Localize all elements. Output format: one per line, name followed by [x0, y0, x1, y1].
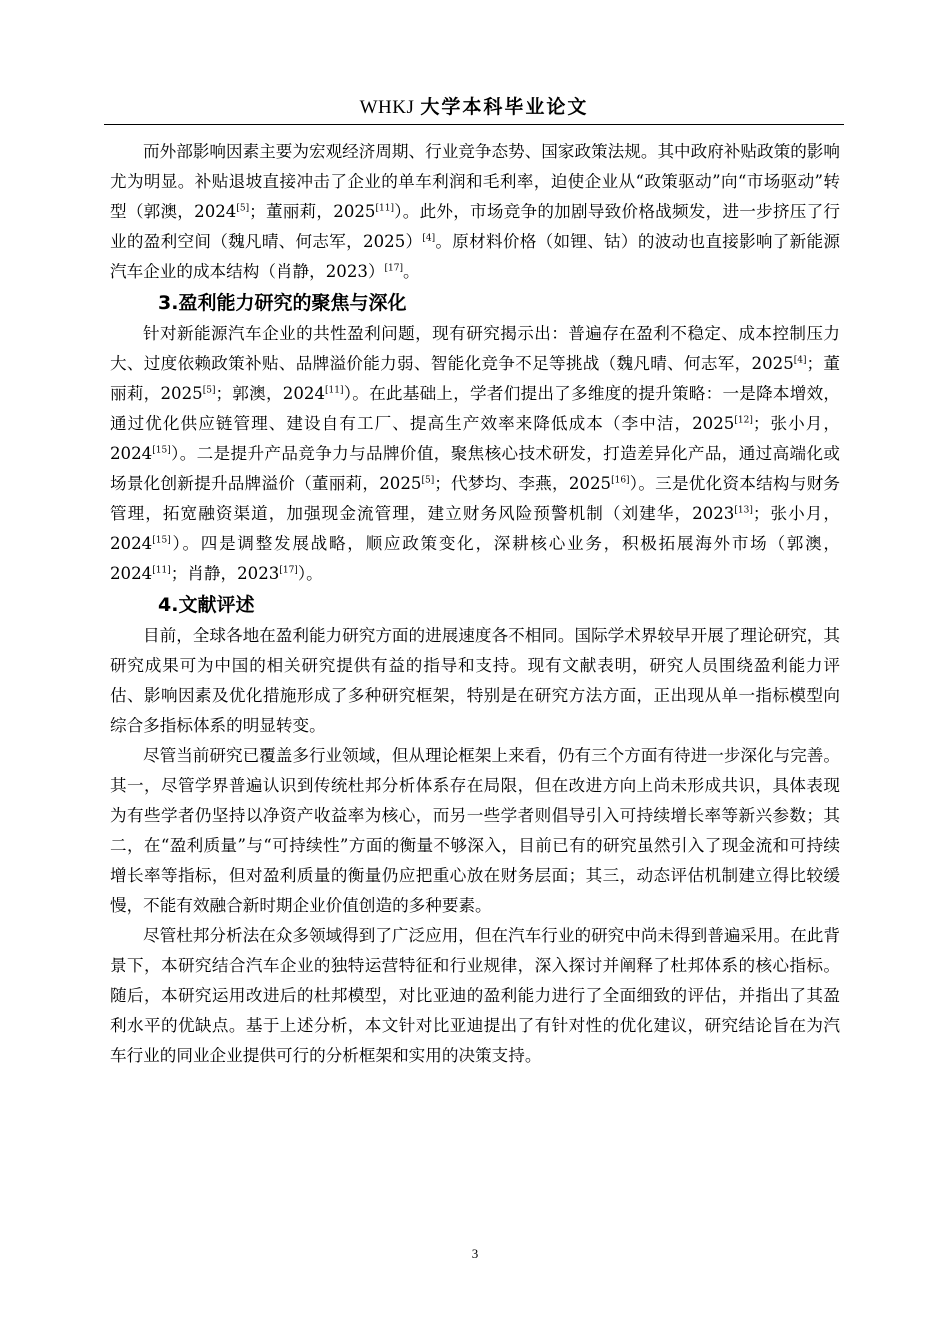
text-run: ；张小月，2024 — [110, 414, 840, 463]
page-number: 3 — [471, 1246, 479, 1261]
header-rule — [104, 124, 844, 125]
text-run: ）。三是优化资本结构与财务管理，拓宽融资渠道，加强现金流管理，建立财务风险预警机制（刘建华，2023 — [110, 474, 841, 523]
paragraph-review-3 — [110, 921, 840, 1071]
paragraph-external-factors — [110, 137, 840, 287]
text-run: ；肖静，2023 — [170, 564, 280, 583]
citation-marker: [13] — [734, 505, 753, 516]
text-run: ；董丽莉，2025 — [249, 202, 376, 221]
section-heading-3: 3.盈利能力研究的聚焦与深化 — [158, 292, 407, 314]
text-run: 目前，全球各地在盈利能力研究方面的进展速度各不相同。国际学术界较早开展了理论研究，其研究成果可为中国的相关研究提供有益的指导和支持。现有文献表明，研究人员围绕盈利能力评估、影响因素及优化措施形成了多种研究框架，特别是在研究方法方面，正出现从单一指标模型向综合多指标体系的明显转变。 — [110, 626, 840, 735]
text-run: ；董丽莉，2025 — [110, 354, 841, 403]
page-header — [104, 92, 844, 123]
text-run: ）。 — [297, 564, 323, 583]
citation-marker: [17] — [384, 263, 404, 274]
header-prefix: WHKJ — [359, 97, 415, 118]
citation-marker: [15] — [152, 445, 171, 456]
page-body — [110, 137, 840, 1071]
text-run: 针对新能源汽车企业的共性盈利问题，现有研究揭示出：普遍存在盈利不稳定、成本控制压力大、过度依赖政策补贴、品牌溢价能力弱、智能化竞争不足等挑战（魏凡晴、何志军，2025 — [110, 324, 840, 373]
text-run: ）。四是调整发展战略，顺应政策变化，深耕核心业务，积极拓展海外市场（郭澳，2024 — [110, 534, 840, 583]
text-run: 而外部影响因素主要为宏观经济周期、行业竞争态势、国家政策法规。其中政府补贴政策的影响尤为明显。补贴退坡直接冲击了企业的单车利润和毛利率，迫使企业从“政策驱动”向“市场驱动”转型（郭澳，2024 — [110, 142, 840, 221]
paragraph-review-1 — [110, 621, 840, 741]
section-heading-4: 4.文献评述 — [158, 594, 255, 616]
text-run: ）。在此基础上，学者们提出了多维度的提升策略：一是降本增效，通过优化供应链管理、建设自有工厂、提高生产效率来降低成本（李中洁，2025 — [110, 384, 841, 433]
text-run: 。原材料价格（如锂、钴）的波动也直接影响了新能源汽车企业的成本结构（肖静，2023） — [110, 232, 840, 281]
text-run: 尽管杜邦分析法在众多领域得到了广泛应用，但在汽车行业的研究中尚未得到普遍采用。在此背景下，本研究结合汽车企业的独特运营特征和行业规律，深入探讨并阐释了杜邦体系的核心指标。随后，本研究运用改进后的杜邦模型，对比亚迪的盈利能力进行了全面细致的评估，并指出了其盈利水平的优缺点。基于上述分析，本文针对比亚迪提出了有针对性的优化建议，研究结论旨在为汽车行业的同业企业提供可行的分析框架和实用的决策支持。 — [110, 926, 840, 1065]
paragraph-review-2 — [110, 741, 840, 921]
text-run: ）。此外，市场竞争的加剧导致价格战频发，进一步挤压了行业的盈利空间（魏凡晴、何志军，2025） — [110, 202, 841, 251]
citation-marker: [5] — [202, 385, 216, 396]
text-run: 。 — [403, 262, 420, 281]
citation-marker: [4] — [422, 233, 436, 244]
text-run: ；张小月，2024 — [110, 504, 840, 553]
citation-marker: [12] — [734, 415, 753, 426]
text-run: 尽管当前研究已覆盖多行业领域，但从理论框架上来看，仍有三个方面有待进一步深化与完善。其一，尽管学界普遍认识到传统杜邦分析体系存在局限，但在改进方向上尚未形成共识，具体表现为有些学者仍坚持以净资产收益率为核心，而另一些学者则倡导引入可持续增长率等新兴参数；其二，在“盈利质量”与“可持续性”方面的衡量不够深入，目前已有的研究虽然引入了现金流和可持续增长率等指标，但对盈利质量的衡量仍应把重心放在财务层面；其三，动态评估机制建立得比较缓慢，不能有效融合新时期企业价值创造的多种要素。 — [110, 746, 840, 915]
text-run: ；代梦均、李燕，2025 — [434, 474, 612, 493]
citation-marker: [11] — [325, 385, 344, 396]
text-run: ；郭澳，2024 — [215, 384, 326, 403]
citation-marker: [16] — [611, 475, 630, 486]
header-title: 大学本科毕业论文 — [420, 96, 589, 118]
citation-marker: [11] — [375, 203, 394, 214]
citation-marker: [4] — [793, 355, 807, 366]
citation-marker: [5] — [421, 475, 435, 486]
paragraph-profitability-research — [110, 319, 840, 589]
text-run: ）。二是提升产品竞争力与品牌价值，聚焦核心技术研发，打造差异化产品，通过高端化或场景化创新提升品牌溢价（董丽莉，2025 — [110, 444, 840, 493]
citation-marker: [5] — [236, 203, 250, 214]
citation-marker: [11] — [152, 565, 171, 576]
citation-marker: [17] — [279, 565, 298, 576]
citation-marker: [15] — [152, 535, 171, 546]
